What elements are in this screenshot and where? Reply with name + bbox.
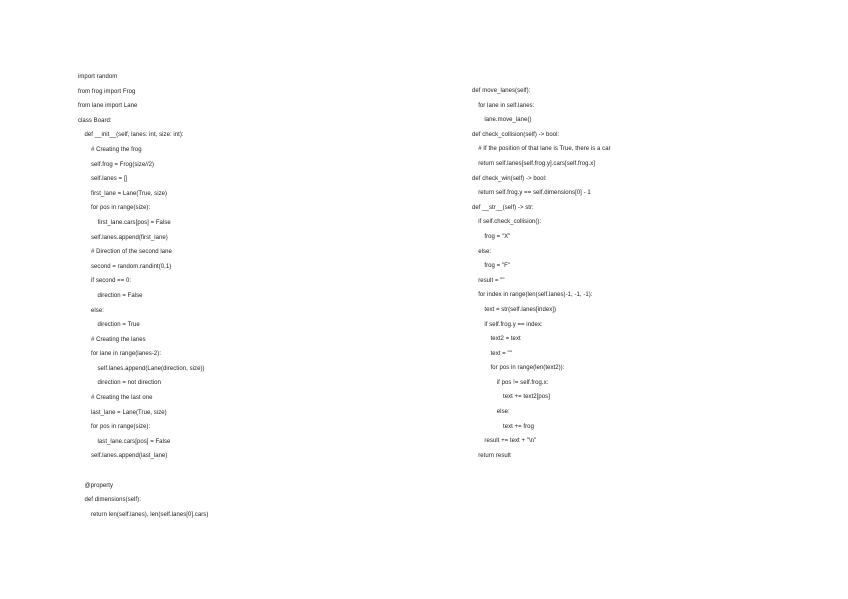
code-line [78,464,458,479]
code-line: for pos in range(size): [91,424,151,431]
code-line: self.frog = Frog(size//2) [91,161,155,168]
code-line: text = "" [490,350,512,357]
code-line: # Creating the frog [91,146,142,153]
code-line: frog = "F" [484,263,510,270]
code-line: self.lanes.append(Lane(direction, size)) [97,365,205,372]
code-line: direction = True [97,322,140,329]
code-line: self.lanes = [] [91,176,128,183]
code-line: for pos in range(size): [91,205,151,212]
code-line: for lane in range(lanes-2): [91,351,162,358]
code-line: direction = False [97,292,143,299]
code-line: def dimensions(self): [84,497,141,504]
code-line: result += text + "\n" [484,438,537,445]
code-line: class Board: [78,117,112,124]
code-line: for pos in range(len(text2)): [490,365,565,372]
code-line: @property [84,482,114,489]
code-line: self.lanes.append(first_lane) [91,234,168,241]
code-line: # Creating the last one [91,395,153,402]
code-line: first_lane = Lane(True, size) [91,190,168,197]
code-line: return self.lanes[self.frog.y].cars[self.frog.x] [478,160,595,167]
code-line: for index in range(len(self.lanes)-1, -1, -1): [478,292,593,299]
code-line: from frog import Frog [78,88,136,95]
code-line: def check_win(self) -> bool: [472,175,547,182]
code-line: else: [478,248,492,255]
code-line: text += text2[pos] [503,394,550,401]
code-line: result = "" [478,277,505,284]
code-line: frog = "X" [484,233,511,240]
code-line: # Direction of the second lane [91,249,172,256]
code-line: if pos != self.frog.x: [496,379,549,386]
code-line: if self.check_collision(): [478,219,542,226]
code-line: if second == 0: [91,278,132,285]
code-line: def __init__(self, lanes: int, size: int): [84,132,184,139]
code-line: return len(self.lanes), len(self.lanes[0].cars) [91,511,209,518]
code-line: last_lane.cars[pos] = False [97,438,171,445]
code-line: from lane import Lane [78,103,138,110]
code-line: # If the position of that lane is True, there is a car [478,146,611,153]
code-line: else: [91,307,104,314]
code-line: return result [478,452,511,459]
code-line: # Creating the lanes [91,336,146,343]
code-line: text2 = text [490,336,521,343]
code-column-right [472,84,812,463]
code-line: else: [496,409,510,416]
code-line: if self.frog.y == index: [484,321,543,328]
code-line: lane.move_lane() [484,117,532,124]
code-line: text = str(self.lanes[index]) [484,306,557,313]
code-line: self.lanes.append(last_lane) [91,453,168,460]
code-line: first_lane.cars[pos] = False [97,219,171,226]
code-line: import random [78,74,118,80]
code-line: text += frog [503,423,534,430]
code-line: for lane in self.lanes: [478,102,535,109]
code-column-left [78,70,458,522]
code-line: def move_lanes(self): [472,88,531,94]
code-line: second = random.randint(0,1) [91,263,172,270]
code-line: def check_collision(self) -> bool: [472,131,560,138]
code-line: direction = not direction [97,380,161,387]
code-line: def __str__(self) -> str: [472,204,534,211]
code-line: last_lane = Lane(True, size) [91,409,167,416]
code-line: return self.frog.y == self.dimensions[0] - 1 [478,190,591,197]
